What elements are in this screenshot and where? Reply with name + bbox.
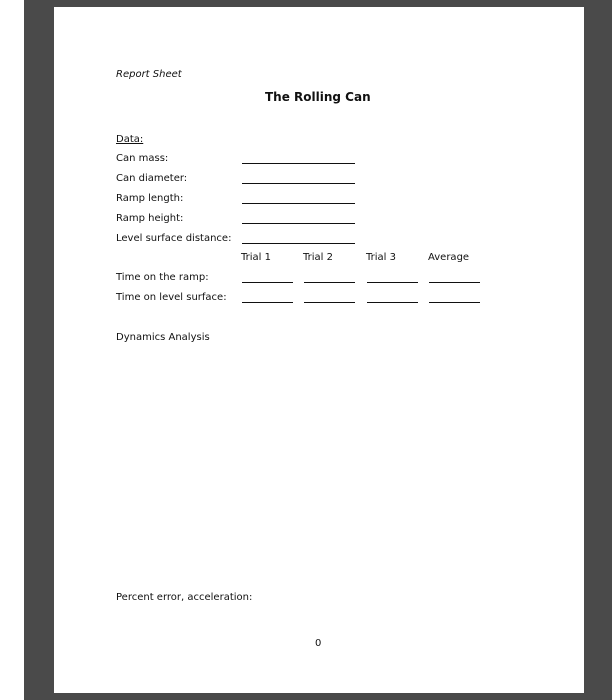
page-number: 0 [315, 638, 322, 649]
ramp-length-label: Ramp length: [116, 193, 184, 204]
ramp-average-blank [429, 282, 480, 283]
ramp-length-blank [242, 203, 355, 204]
dynamics-analysis-heading: Dynamics Analysis [116, 332, 210, 343]
time-on-ramp-label: Time on the ramp: [116, 272, 209, 283]
ramp-height-blank [242, 223, 355, 224]
can-diameter-blank [242, 183, 355, 184]
document-page [54, 7, 584, 693]
can-diameter-label: Can diameter: [116, 173, 188, 184]
ramp-trial-1-blank [242, 282, 293, 283]
level-trial-3-blank [367, 302, 418, 303]
level-surface-distance-label: Level surface distance: [116, 233, 232, 244]
report-sheet-label: Report Sheet [116, 69, 182, 80]
level-trial-2-blank [304, 302, 355, 303]
average-header: Average [428, 252, 470, 263]
time-on-level-surface-label: Time on level surface: [116, 292, 227, 303]
can-mass-label: Can mass: [116, 153, 169, 164]
can-mass-blank [242, 163, 355, 164]
trial-3-header: Trial 3 [366, 252, 396, 263]
trial-1-header: Trial 1 [241, 252, 271, 263]
percent-error-label: Percent error, acceleration: [116, 592, 253, 603]
ramp-height-label: Ramp height: [116, 213, 184, 224]
ramp-trial-3-blank [367, 282, 418, 283]
level-surface-distance-blank [242, 243, 355, 244]
data-heading: Data: [116, 134, 144, 145]
level-average-blank [429, 302, 480, 303]
level-trial-1-blank [242, 302, 293, 303]
document-title: The Rolling Can [265, 90, 371, 104]
trial-2-header: Trial 2 [303, 252, 333, 263]
ramp-trial-2-blank [304, 282, 355, 283]
